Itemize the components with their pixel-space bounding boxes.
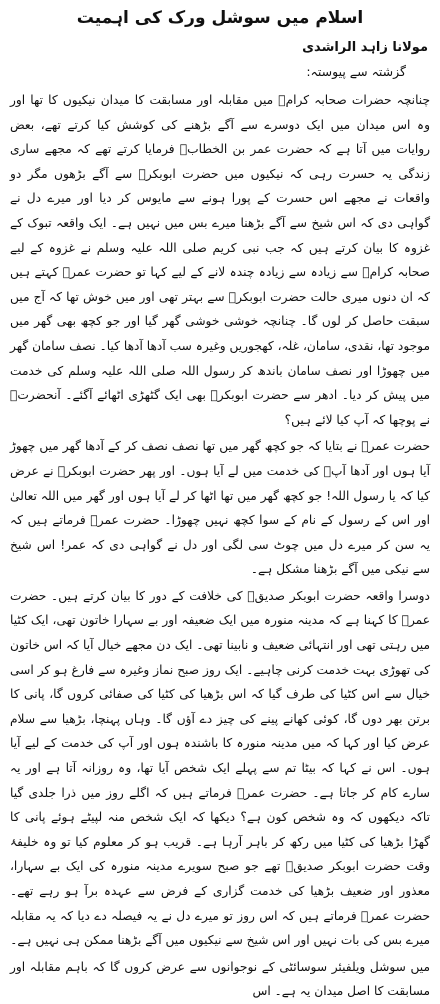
continued-label: گزشتہ سے پیوستہ:: [306, 64, 406, 79]
paragraph: چنانچہ حضرات صحابہ کرامؓ میں مقابلہ اور مسابقت کا میدان نیکیوں کا تھا اور وہ اس میدان میں ایک دوسرے سے آگے بڑھنے کی کوشش کیا کرتے تھے، بعض روایات میں آتا ہے کہ حضرت عمر بن الخطابؓ فرمایا کرتے تھے کہ مجھے ساری زندگی یہ حسرت رہی کہ نیکیوں میں حضرت ابوبکرؓ سے آگے بڑھوں مگر دو واقعات نے مجھے اس حسرت کے پورا ہونے سے مایوس کر دیا اور میرے دل نے گواہی دی کہ اس شیخ سے آگے بڑھنا میرے بس میں نہیں ہے۔ ایک واقعہ تبوک کے غزوہ کا بیان کرتے ہیں کہ جب نبی کریم صلی اللہ علیہ وسلم نے غزوہ کے لیے صحابہ کرامؓ سے زیادہ سے زیادہ چندہ لانے کے لیے کہا تو حضرت عمرؓ کہتے ہیں کہ ان دنوں میری حالت حضرت ابوبکرؓ سے بہتر تھی اور میں خوش تھا کہ آج میں سبقت حاصل کر لوں گا۔ چنانچہ خوشی خوشی گھر گیا اور جو کچھ بھی گھر میں موجود تھا، نقدی، سامان، غلہ، کھجوریں وغیرہ سب آدھا آدھا کیا۔ نصف سامان گھر میں چھوڑا اور نصف سامان باندھ کر رسول اللہ صلی اللہ علیہ وسلم کی خدمت میں پیش کر دیا۔ ادھر سے حضرت ابوبکرؓ بھی ایک گٹھڑی اٹھائے آگئے۔ آنحضرتؐ نے پوچھا کہ آپ کیا لائے ہیں؟: [10, 93, 430, 427]
paragraph: میں سوشل ویلفیئر سوسائٹی کے نوجوانوں سے عرض کروں گا کہ باہم مقابلہ اور مسابقت کا اصل میدان یہ ہے۔ اس: [10, 959, 430, 999]
paragraph: دوسرا واقعہ حضرت ابوبکر صدیقؓ کی خلافت کے دور کا بیان کرتے ہیں۔ حضرت عمرؓ کا کہنا ہے کہ مدینہ منورہ میں ایک ضعیفہ اور بے سہارا خاتون تھی، ایک کٹیا میں رہتی تھی اور انتہائی ضعیف و نابینا تھی۔ ایک دن مجھے خیال آیا کہ اس خاتون کی تھوڑی بہت خدمت کرنی چاہیے۔ ایک روز صبح نماز وغیرہ سے فارغ ہو کر اسی خیال سے اس کٹیا کی طرف گیا کہ اس بڑھیا کی کٹیا کی صفائی کروں گا، پانی کا برتن بھر دوں گا، کوئی کھانے پینے کی چیز دے آؤں گا۔ وہاں پہنچا، بڑھیا سے سلام عرض کیا اور کہا کہ میں مدینہ منورہ کا باشندہ ہوں اور آپ کی خدمت کے لیے آیا ہوں۔ اس نے کہا کہ بیٹا تم سے پہلے ایک شخص آیا تھا، وہ روزانہ آتا ہے اور یہ سارے کام کر جاتا ہے۔ حضرت عمرؓ فرماتے ہیں کہ اگلے روز میں ذرا جلدی گیا تاکہ دیکھوں کہ وہ شخص کون ہے؟ دیکھا کہ ایک شخص منہ لپیٹے ہوئے پانی کا گھڑا بڑھیا کی کٹیا میں رکھ کر باہر آرہا ہے۔ قریب ہو کر معلوم کیا تو وہ خلیفۂ وقت حضرت ابوبکر صدیقؓ تھے جو صبح سویرے مدینہ منورہ کی ایک بے سہارا، معذور اور ضعیف بڑھیا کی خدمت گزاری کے فرض سے عہدہ برآ ہو رہے تھے۔ حضرت عمرؓ فرماتے ہیں کہ اس روز تو میرے دل نے یہ فیصلہ دے دیا کہ یہ مقابلہ میرے بس کی بات نہیں اور اس شیخ سے نیکیوں میں آگے بڑھنا ممکن ہی نہیں ہے۔: [10, 588, 430, 948]
paragraph: حضرت عمرؓ نے بتایا کہ جو کچھ گھر میں تھا نصف نصف کر کے آدھا گھر میں چھوڑ آیا ہوں اور آدھا آپؐ کی خدمت میں لے آیا ہوں۔ اور پھر حضرت ابوبکرؓ نے عرض کیا کہ یا رسول اللہ! جو کچھ گھر میں تھا اٹھا کر لے آیا ہوں اور گھر میں اللہ تعالیٰ اور اس کے رسول کے نام کے سوا کچھ نہیں چھوڑا۔ حضرت عمرؓ فرماتے ہیں کہ یہ سن کر میرے دل میں چوٹ سی لگی اور دل نے گواہی دی کہ عمر! اس شیخ سے نیکی میں آگے بڑھنا مشکل ہے۔: [10, 439, 430, 577]
article-title: اسلام میں سوشل ورک کی اہمیت: [76, 8, 364, 28]
author-name: مولانا زاہد الراشدی: [302, 40, 428, 55]
